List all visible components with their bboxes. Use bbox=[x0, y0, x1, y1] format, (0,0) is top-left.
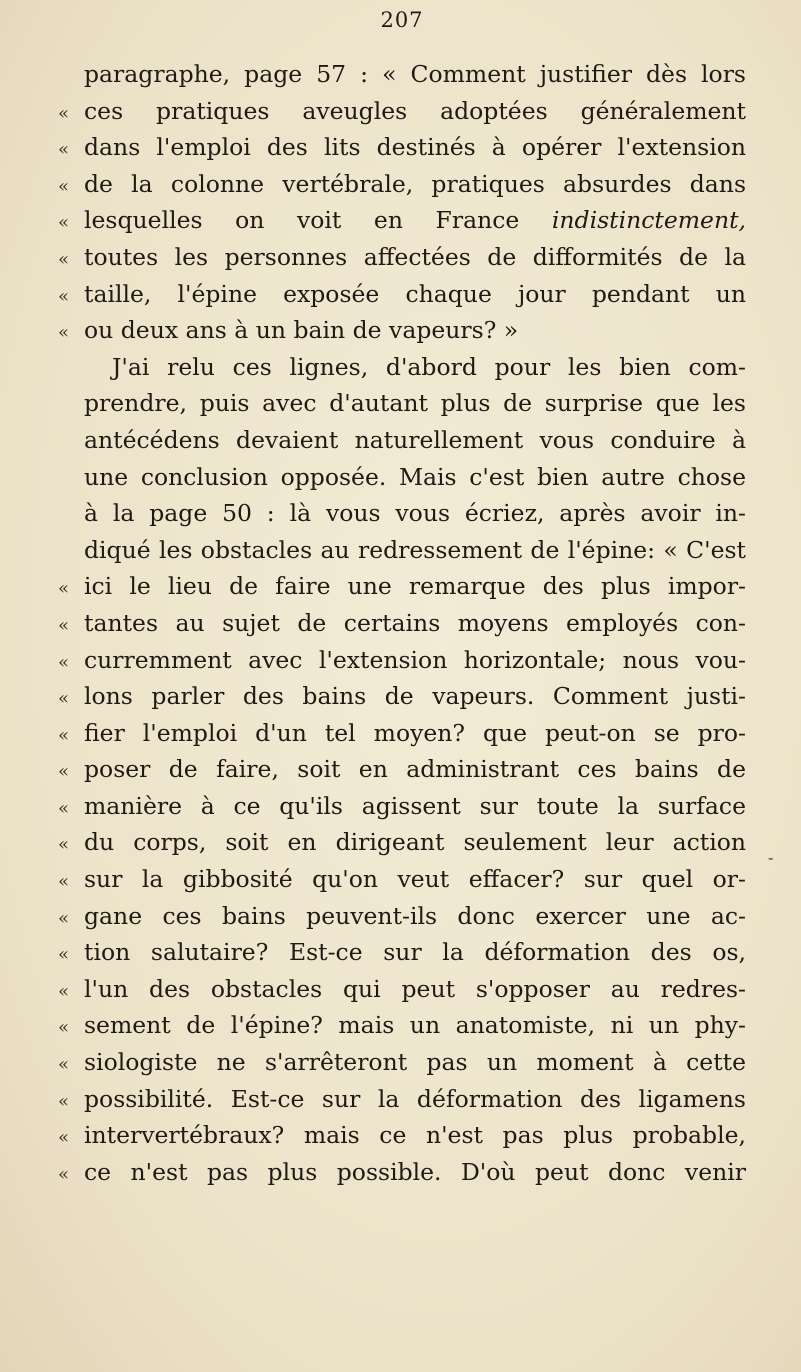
quote-mark: « bbox=[58, 688, 70, 710]
text-line bbox=[58, 239, 746, 276]
line-main-text: J'ai relu ces lignes, d'abord pour les bien com- bbox=[112, 352, 746, 381]
quote-mark: « bbox=[58, 944, 70, 966]
line-text bbox=[84, 1154, 746, 1191]
line-main-text: antécédens devaient naturellement vous conduire à bbox=[84, 425, 746, 454]
text-line bbox=[58, 93, 746, 130]
line-text bbox=[84, 349, 746, 386]
line-text bbox=[84, 129, 746, 166]
text-line bbox=[58, 276, 746, 313]
text-line bbox=[58, 1044, 746, 1081]
text-line bbox=[58, 1007, 746, 1044]
quote-mark: « bbox=[58, 1017, 70, 1039]
text-line bbox=[58, 861, 746, 898]
quote-mark: « bbox=[58, 578, 70, 600]
line-text bbox=[84, 642, 746, 679]
quote-mark: « bbox=[58, 139, 70, 161]
quote-mark: « bbox=[58, 1127, 70, 1149]
line-text bbox=[84, 422, 746, 459]
text-line bbox=[58, 678, 746, 715]
quote-mark: « bbox=[58, 724, 70, 746]
line-text bbox=[84, 532, 746, 569]
line-text bbox=[84, 93, 746, 130]
line-main-text: gane ces bains peuvent-ils donc exercer une ac- bbox=[84, 901, 746, 930]
line-main-text: siologiste ne s'arrêteront pas un moment à cette bbox=[84, 1048, 746, 1077]
line-text bbox=[84, 934, 746, 971]
text-line bbox=[58, 642, 746, 679]
quote-mark: « bbox=[58, 871, 70, 893]
text-line bbox=[58, 385, 746, 422]
quote-mark: « bbox=[58, 322, 70, 344]
line-text bbox=[84, 605, 746, 642]
text-line bbox=[58, 532, 746, 569]
line-main-text: de la colonne vertébrale, pratiques absurdes dans bbox=[84, 169, 746, 198]
text-line bbox=[58, 202, 746, 239]
quote-mark: « bbox=[58, 285, 70, 307]
text-line bbox=[58, 166, 746, 203]
line-text bbox=[84, 239, 746, 276]
text-line bbox=[58, 495, 746, 532]
line-main-text: du corps, soit en dirigeant seulement leur action bbox=[84, 828, 746, 857]
line-main-text: sement de l'épine? mais un anatomiste, ni un phy- bbox=[84, 1011, 746, 1040]
quote-mark: « bbox=[58, 175, 70, 197]
line-text bbox=[84, 751, 746, 788]
line-main-text: curremment avec l'extension horizontale; nous vou- bbox=[84, 645, 746, 674]
text-line bbox=[58, 1154, 746, 1191]
line-main-text: dans l'emploi des lits destinés à opérer l'extension bbox=[84, 133, 746, 162]
line-text bbox=[84, 861, 746, 898]
text-line bbox=[58, 1081, 746, 1118]
line-main-text: lons parler des bains de vapeurs. Comment justi- bbox=[84, 682, 746, 711]
margin-mark: - bbox=[768, 848, 774, 867]
quote-mark: « bbox=[58, 907, 70, 929]
quote-mark: « bbox=[58, 761, 70, 783]
text-line bbox=[58, 312, 746, 349]
text-line bbox=[58, 751, 746, 788]
body-text bbox=[58, 56, 746, 1190]
quote-mark: « bbox=[58, 651, 70, 673]
text-line bbox=[58, 898, 746, 935]
text-line bbox=[58, 715, 746, 752]
line-text bbox=[84, 312, 746, 349]
text-line bbox=[58, 824, 746, 861]
quote-mark: « bbox=[58, 1090, 70, 1112]
line-text bbox=[84, 1044, 746, 1081]
text-line bbox=[58, 459, 746, 496]
line-text bbox=[84, 1007, 746, 1044]
quote-mark: « bbox=[58, 614, 70, 636]
line-main-text: ou deux ans à un bain de vapeurs? » bbox=[84, 316, 519, 345]
line-text bbox=[84, 56, 746, 93]
line-text bbox=[84, 459, 746, 496]
line-text bbox=[84, 1081, 746, 1118]
text-line bbox=[58, 129, 746, 166]
line-main-text: ces pratiques aveugles adoptées généralement bbox=[84, 96, 746, 125]
line-main-text: toutes les personnes affectées de difformités de la bbox=[84, 242, 746, 271]
line-main-text: fier l'emploi d'un tel moyen? que peut-on se pro- bbox=[84, 718, 746, 747]
quote-mark: « bbox=[58, 248, 70, 270]
line-main-text: lesquelles on voit en France bbox=[84, 206, 520, 235]
line-main-text: ce n'est pas plus possible. D'où peut donc venir bbox=[84, 1157, 746, 1186]
page-number: 207 bbox=[380, 8, 424, 32]
line-text bbox=[84, 202, 746, 239]
line-text bbox=[84, 824, 746, 861]
line-italic-text: indistinctement, bbox=[551, 206, 746, 235]
line-text bbox=[84, 678, 746, 715]
line-text bbox=[84, 495, 746, 532]
line-main-text: tantes au sujet de certains moyens employés con- bbox=[84, 608, 746, 637]
text-line bbox=[58, 788, 746, 825]
text-line bbox=[58, 568, 746, 605]
text-line bbox=[58, 349, 746, 386]
line-text bbox=[84, 568, 746, 605]
quote-mark: « bbox=[58, 834, 70, 856]
line-main-text: à la page 50 : là vous vous écriez, après avoir in- bbox=[84, 499, 746, 528]
text-line bbox=[58, 971, 746, 1008]
line-main-text: diqué les obstacles au redressement de l'épine: « C'est bbox=[84, 535, 746, 564]
text-line bbox=[58, 1117, 746, 1154]
quote-mark: « bbox=[58, 102, 70, 124]
quote-mark: « bbox=[58, 980, 70, 1002]
line-main-text: sur la gibbosité qu'on veut effacer? sur quel or- bbox=[84, 865, 746, 894]
line-main-text: ici le lieu de faire une remarque des plus impor- bbox=[84, 572, 746, 601]
line-main-text: l'un des obstacles qui peut s'opposer au redres- bbox=[84, 974, 746, 1003]
text-line bbox=[58, 422, 746, 459]
text-line bbox=[58, 56, 746, 93]
line-main-text: taille, l'épine exposée chaque jour pendant un bbox=[84, 279, 746, 308]
quote-mark: « bbox=[58, 797, 70, 819]
line-main-text: prendre, puis avec d'autant plus de surprise que les bbox=[84, 389, 746, 418]
text-line bbox=[58, 934, 746, 971]
line-main-text: manière à ce qu'ils agissent sur toute la surface bbox=[84, 791, 746, 820]
line-text bbox=[84, 1117, 746, 1154]
line-text bbox=[84, 166, 746, 203]
line-main-text: une conclusion opposée. Mais c'est bien autre chose bbox=[84, 462, 746, 491]
line-main-text: possibilité. Est-ce sur la déformation des ligamens bbox=[84, 1084, 746, 1113]
line-main-text: tion salutaire? Est-ce sur la déformation des os, bbox=[84, 938, 746, 967]
line-text bbox=[84, 898, 746, 935]
text-line bbox=[58, 605, 746, 642]
line-text bbox=[84, 971, 746, 1008]
line-main-text: intervertébraux? mais ce n'est pas plus probable, bbox=[84, 1121, 746, 1150]
line-text bbox=[84, 715, 746, 752]
line-text bbox=[84, 788, 746, 825]
line-main-text: paragraphe, page 57 : « Comment justifier dès lors bbox=[84, 60, 746, 88]
quote-mark: « bbox=[58, 1163, 70, 1185]
line-text bbox=[84, 385, 746, 422]
line-main-text: poser de faire, soit en administrant ces bains de bbox=[84, 755, 746, 784]
quote-mark: « bbox=[58, 212, 70, 234]
quote-mark: « bbox=[58, 1054, 70, 1076]
line-text bbox=[84, 276, 746, 313]
